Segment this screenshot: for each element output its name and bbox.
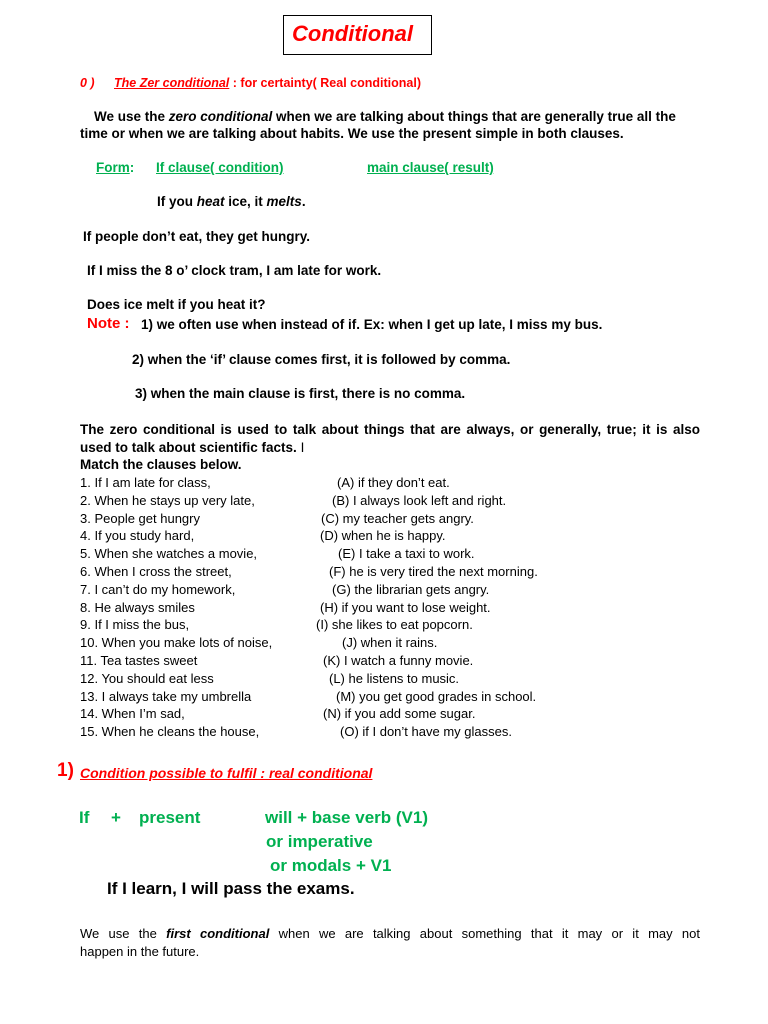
match-item-left: 14. When I’m sad,	[80, 706, 185, 722]
match-item-right: (M) you get good grades in school.	[336, 688, 537, 704]
main-clause-label: main clause( result)	[367, 160, 494, 175]
match-item-left: 4. If you study hard,	[80, 528, 195, 544]
match-item-right: (E) I take a taxi to work.	[338, 546, 475, 562]
match-item-right: (G) the librarian gets angry.	[332, 581, 490, 597]
first-desc-line1	[80, 926, 700, 941]
zero-example-1	[157, 194, 306, 209]
note-1: 1) we often use when instead of if. Ex: when I get up late, I miss my bus.	[141, 317, 603, 332]
match-item-left: 15. When he cleans the house,	[80, 724, 260, 740]
match-item-left: 1. If I am late for class,	[80, 475, 211, 490]
match-item-left: 11. Tea tastes sweet	[80, 653, 198, 668]
match-heading: Match the clauses below.	[80, 457, 242, 472]
match-item-right: (I) she likes to eat popcorn.	[316, 617, 473, 633]
intro-text-b: when we are talking about things that are generally true all the	[272, 109, 676, 124]
match-item-left: 8. He always smiles	[80, 599, 195, 615]
zero-example-4: Does ice melt if you heat it?	[87, 297, 266, 312]
match-item-left: 5. When she watches a movie,	[80, 546, 258, 562]
zero-intro-line2: time or when we are talking about habits. We use the present simple in both clauses.	[80, 126, 624, 141]
form-label: Form	[96, 160, 130, 175]
ex1-a: If you	[157, 194, 197, 209]
form-label-wrap	[96, 160, 134, 175]
match-item-right: (O) if I don’t have my glasses.	[340, 724, 512, 740]
first-desc-b: when we are talking about something that it may or it may not	[269, 926, 700, 941]
ex1-em1: heat	[196, 194, 225, 209]
match-item-right: (K) I watch a funny movie.	[323, 653, 474, 668]
match-item-right: (L) he listens to music.	[329, 670, 460, 686]
formula-will: will + base verb (V1)	[265, 808, 428, 827]
zero-heading: The Zer conditional	[114, 76, 230, 90]
zero-example-2: If people don’t eat, they get hungry.	[83, 229, 311, 244]
match-item-left: 2. When he stays up very late,	[80, 492, 255, 508]
zero-number: 0 )	[80, 76, 95, 90]
ex1-em2: melts	[266, 194, 302, 209]
formula-present: present	[139, 808, 201, 827]
match-item-right: (D) when he is happy.	[320, 528, 446, 544]
zero-heading-line	[114, 76, 421, 90]
form-colon: :	[129, 160, 135, 175]
match-item-left: 3. People get hungry	[80, 510, 200, 526]
zero-intro-line1	[94, 109, 676, 124]
note-3: 3) when the main clause is first, there is no comma.	[135, 386, 466, 401]
match-item-right: (J) when it rains.	[342, 635, 438, 651]
note-2: 2) when the ‘if’ clause comes first, it is followed by comma.	[132, 352, 511, 367]
formula-if: If	[79, 808, 90, 827]
intro-text-a: We use the	[94, 109, 169, 124]
first-desc-em: first conditional	[166, 926, 270, 941]
zero-heading-suffix: : for certainty( Real conditional)	[229, 76, 421, 90]
formula-plus: +	[111, 808, 121, 827]
match-item-left: 12. You should eat less	[80, 670, 214, 686]
summary-line2-wrap	[80, 440, 304, 455]
first-number: 1)	[57, 760, 74, 781]
first-desc-a: We use the	[80, 926, 167, 941]
note-label: Note :	[87, 315, 130, 332]
summary-tail: I	[296, 440, 305, 455]
match-item-right: (N) if you add some sugar.	[323, 706, 476, 722]
ex1-c: .	[301, 194, 306, 209]
match-item-right: (B) I always look left and right.	[332, 492, 507, 508]
page-title: Conditional	[292, 21, 413, 46]
match-item-right: (A) if they don’t eat.	[337, 475, 450, 490]
intro-emphasis: zero conditional	[168, 109, 273, 124]
first-desc-line2: happen in the future.	[80, 944, 200, 959]
match-item-left: 6. When I cross the street,	[80, 564, 232, 579]
title-box	[283, 15, 432, 55]
first-example: If I learn, I will pass the exams.	[107, 879, 355, 898]
match-item-left: 10. When you make lots of noise,	[80, 635, 273, 651]
formula-modals: or modals + V1	[270, 856, 392, 875]
match-item-right: (C) my teacher gets angry.	[321, 510, 474, 526]
match-item-left: 13. I always take my umbrella	[80, 688, 252, 704]
match-item-left: 7. I can’t do my homework,	[80, 581, 236, 597]
first-heading: Condition possible to fulfil : real conditional	[80, 765, 373, 781]
match-item-right: (F) he is very tired the next morning.	[329, 564, 538, 579]
ex1-b: ice, it	[224, 194, 267, 209]
match-item-left: 9. If I miss the bus,	[80, 617, 190, 633]
match-item-right: (H) if you want to lose weight.	[320, 599, 491, 615]
summary-line1: The zero conditional is used to talk about things that are always, or generally, true; it is also	[80, 422, 700, 437]
summary-line2: used to talk about scientific facts.	[80, 440, 297, 455]
if-clause-label: If clause( condition)	[156, 160, 284, 175]
zero-example-3: If I miss the 8 o’ clock tram, I am late for work.	[87, 263, 382, 278]
formula-imperative: or imperative	[266, 832, 373, 851]
